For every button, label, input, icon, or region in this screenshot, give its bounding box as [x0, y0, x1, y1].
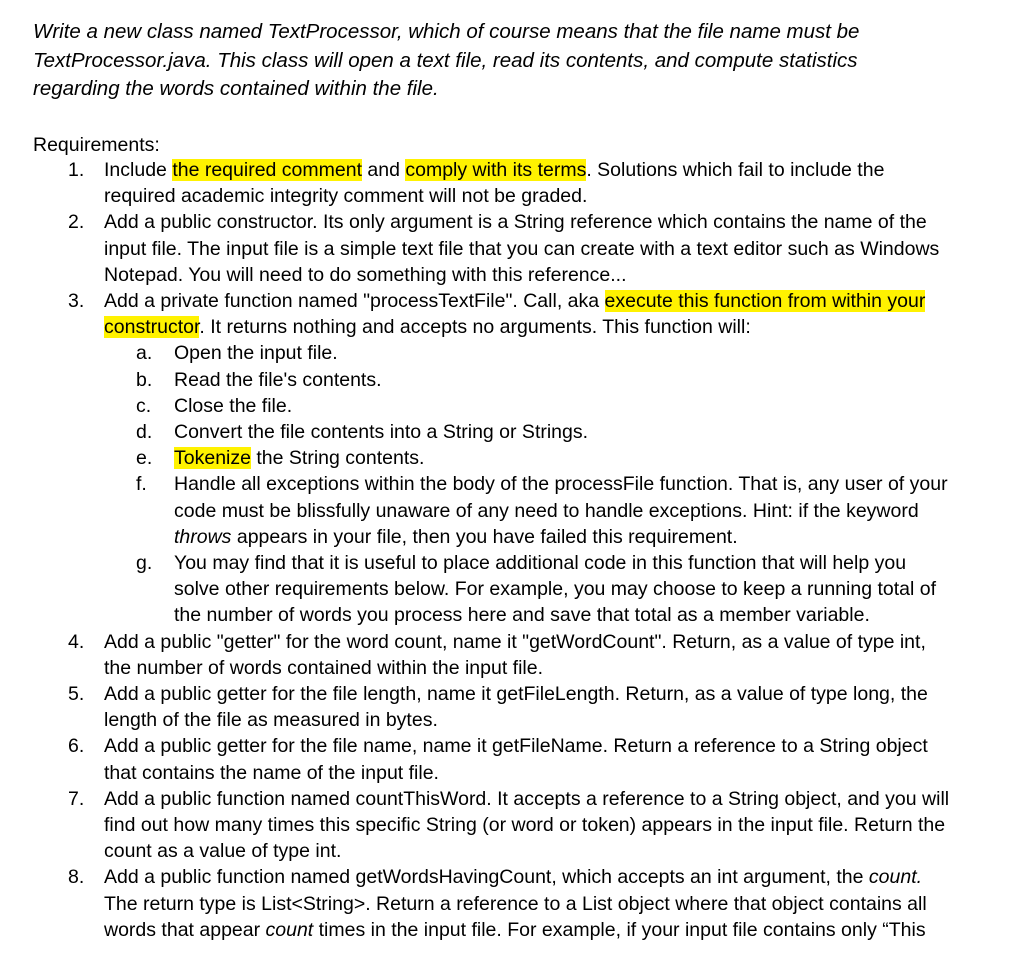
sub-item-text: Read the file's contents. [174, 368, 382, 391]
sub-item-text: Handle all exceptions within the body of the processFile function. That is, any user of your code must be blissfully unaware of any need to handle exceptions. Hint: if the keyword [174, 473, 948, 522]
sub-item-text: Close the file. [174, 394, 293, 417]
item-number: 1. [68, 159, 85, 181]
sub-item-letter: f. [136, 473, 147, 496]
item-number: 8. [68, 866, 85, 889]
sub-item [0, 471, 952, 550]
requirement-item [0, 629, 952, 681]
item-text: The return type is List<String>. Return a reference to a List object where that object contains all words that appear [104, 892, 927, 941]
highlighted-text: the required comment [172, 159, 362, 181]
item-number: 2. [68, 211, 85, 234]
sub-item-letter: b. [136, 368, 153, 391]
item-number: 4. [68, 630, 85, 653]
item-number: 7. [68, 787, 85, 810]
item-text: and [362, 159, 406, 181]
requirement-item [0, 864, 952, 943]
item-text: Add a public function named countThisWord. It accepts a reference to a String object, and you will find out how many times this specific String (or word or token) appears in the input file. Return the count as a value of type int. [104, 787, 950, 863]
sub-item [0, 445, 952, 471]
item-text: . Solutions which fail to include the required academic integrity comment will not be graded. [104, 159, 885, 208]
item-text: Add a public constructor. Its only argument is a String reference which contains the name of the input file. The input file is a simple text file that you can create with a text editor such as Windows Notepad. You will need to do something with this reference... [104, 211, 940, 286]
requirement-item [0, 288, 952, 340]
requirements-heading: Requirements: [33, 134, 160, 156]
requirements-list [0, 157, 1024, 943]
sub-item-text: Convert the file contents into a String or Strings. [174, 421, 589, 444]
highlighted-text: execute this function from within your constructor [104, 290, 926, 339]
intro-line: TextProcessor.java. This class will open a text file, read its contents, and compute statistics [33, 48, 858, 72]
requirement-item [0, 733, 952, 785]
requirement-item [0, 157, 952, 209]
sub-item [0, 367, 952, 393]
item-number: 6. [68, 735, 85, 758]
sub-item-text: You may find that it is useful to place additional code in this function that will help you solve other requirements below. For example, you may choose to keep a running total of the number of words you process here and save that total as a member variable. [174, 552, 937, 627]
item-text: Add a public getter for the file name, name it getFileName. Return a reference to a String object that contains the name of the input file. [104, 735, 928, 784]
item-text: Add a public getter for the file length, name it getFileLength. Return, as a value of type long, the length of the file as measured in bytes. [104, 683, 928, 732]
sub-item-letter: c. [136, 394, 152, 417]
sub-item-text: the String contents. [250, 447, 425, 470]
emphasized-text: count [265, 918, 314, 941]
item-text: . It returns nothing and accepts no arguments. This function will: [199, 316, 751, 339]
item-text: Add a public "getter" for the word count, name it "getWordCount". Return, as a value of type int, the number of words contained within the input file. [104, 630, 926, 679]
item-number: 3. [68, 290, 85, 313]
highlighted-text: Tokenize [174, 447, 251, 470]
intro-line: regarding the words contained within the file. [33, 77, 439, 100]
sub-item-text: appears in your file, then you have failed this requirement. [231, 525, 738, 548]
sub-item-letter: e. [136, 447, 153, 470]
item-text: Add a public function named getWordsHavingCount, which accepts an int argument, the [104, 866, 869, 889]
sub-item-letter: d. [136, 421, 153, 444]
item-number: 5. [68, 683, 85, 706]
requirement-item [0, 209, 952, 288]
emphasized-text: count. [868, 866, 923, 889]
item-text: times in the input file. For example, if your input file contains only “This [313, 918, 926, 941]
intro-paragraph [33, 18, 993, 104]
highlighted-text: comply with its terms [405, 159, 587, 181]
sub-item [0, 550, 952, 629]
sub-item-letter: a. [136, 342, 153, 365]
sub-item-letter: g. [136, 552, 153, 575]
requirement-item [0, 786, 952, 865]
item-text: Include [104, 159, 173, 181]
sub-item [0, 340, 952, 366]
sub-item [0, 419, 952, 445]
sub-item [0, 393, 952, 419]
emphasized-text: throws [174, 525, 232, 548]
item-text: Add a private function named "processTextFile". Call, aka [104, 290, 605, 313]
requirement-item [0, 681, 952, 733]
sub-item-text: Open the input file. [174, 342, 338, 365]
intro-line: Write a new class named TextProcessor, which of course means that the file name must be [33, 20, 860, 43]
